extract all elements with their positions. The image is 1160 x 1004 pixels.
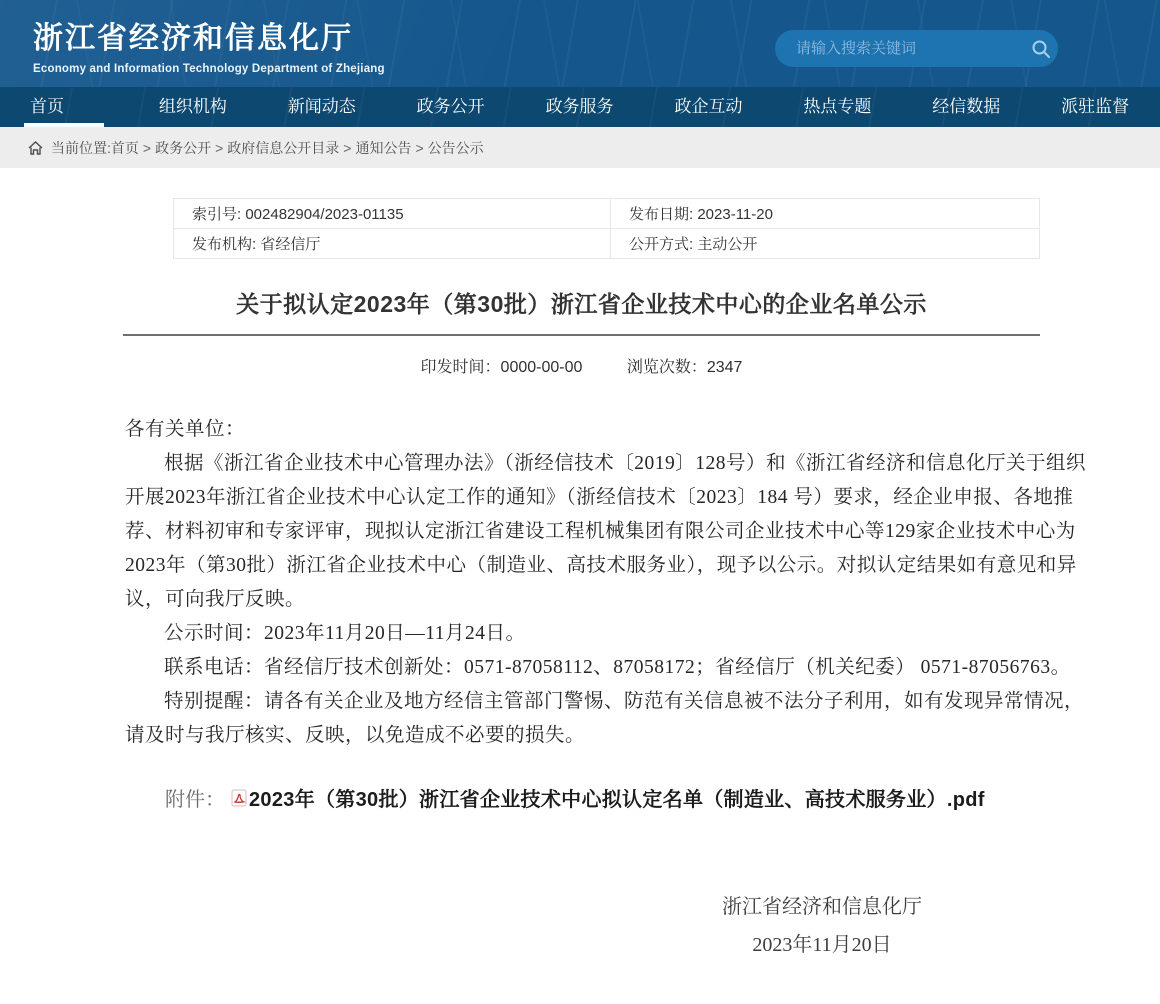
signature-org: 浙江省经济和信息化厅 (722, 896, 922, 918)
nav-item-label: 政企互动 (674, 97, 743, 116)
meta-cell-publish-date (611, 199, 1040, 229)
main-nav (0, 87, 1160, 127)
nav-item-supervision[interactable] (1031, 87, 1160, 127)
signature-inner (722, 888, 922, 964)
meta-value: 主动公开 (697, 236, 758, 253)
site-subtitle: Economy and Information Technology Department of Zhejiang (33, 63, 385, 75)
view-count-label: 浏览次数： (626, 359, 707, 376)
meta-value: 省经信厅 (260, 236, 321, 253)
nav-item-label: 热点专题 (803, 97, 872, 116)
breadcrumb-item-home[interactable]: 首页 (110, 139, 139, 156)
home-icon (28, 141, 43, 155)
nav-item-interaction[interactable] (644, 87, 773, 127)
article-paragraph: 公示时间：2023年11月20日—11月24日。 (164, 623, 526, 644)
signature-date: 2023年11月20日 (752, 934, 892, 956)
meta-cell-index-no (174, 199, 611, 229)
attachment-row (165, 783, 1160, 812)
breadcrumb-separator: > (215, 139, 224, 156)
meta-value: 002482904/2023-01135 (245, 206, 404, 223)
nav-item-label: 政务服务 (545, 97, 614, 116)
meta-label: 公开方式: (629, 236, 694, 253)
attachment-label: 附件： (165, 789, 225, 811)
meta-label: 发布日期: (629, 206, 694, 223)
nav-item-data[interactable] (902, 87, 1031, 127)
nav-item-label: 政务公开 (416, 97, 485, 116)
article-paragraph: 特别提醒：请各有关企业及地方经信主管部门警惕、防范有关信息被不法分子利用，如有发现异常情况，请及时与我厅核实、反映，以免造成不必要的损失。 (125, 691, 1085, 746)
site-logo[interactable] (33, 13, 385, 75)
search-box (775, 30, 1058, 67)
view-count (627, 359, 743, 376)
view-count-value: 2347 (706, 359, 743, 376)
page-title: 关于拟认定2023年（第30批）浙江省企业技术中心的企业名单公示 (236, 291, 927, 317)
meta-label: 索引号: (192, 206, 242, 223)
article-paragraph: 各有关单位： (125, 419, 246, 440)
nav-item-home[interactable] (0, 87, 129, 127)
article-paragraph: 联系电话：省经信厅技术创新处：0571-87058112、87058172；省经信厅（机关纪委） 0571-87056763。 (164, 657, 1071, 678)
nav-item-organization[interactable] (129, 87, 258, 127)
breadcrumb-item-announcements[interactable]: 公告公示 (427, 139, 484, 156)
search-icon[interactable] (1024, 30, 1058, 67)
nav-item-label: 首页 (30, 97, 64, 116)
nav-item-label: 新闻动态 (287, 97, 356, 116)
doc-meta-line (123, 354, 1040, 377)
signature-block (0, 888, 1160, 964)
nav-item-label: 派驻监督 (1061, 97, 1130, 116)
nav-item-gov-disclosure[interactable] (387, 87, 516, 127)
print-time-value: 0000-00-00 (500, 359, 583, 376)
print-time-label: 印发时间： (420, 359, 501, 376)
breadcrumb-prefix: 当前位置: (51, 139, 111, 156)
nav-item-gov-services[interactable] (516, 87, 645, 127)
breadcrumb-item-disclosure[interactable]: 政务公开 (155, 139, 212, 156)
print-time (421, 359, 583, 376)
page-content (0, 168, 1160, 1004)
site-title: 浙江省经济和信息化厅 (33, 22, 353, 55)
nav-item-label: 组织机构 (158, 97, 227, 116)
breadcrumb-separator: > (343, 139, 352, 156)
breadcrumb-separator: > (142, 139, 152, 156)
meta-cell-disclosure-mode (611, 229, 1040, 259)
search-input[interactable] (775, 40, 1024, 57)
attachment-link[interactable]: 2023年（第30批）浙江省企业技术中心拟认定名单（制造业、高技术服务业）.pdf (249, 789, 985, 811)
nav-item-news[interactable] (258, 87, 387, 127)
active-tab-underline (24, 123, 104, 127)
title-divider (123, 334, 1040, 336)
meta-label: 发布机构: (192, 236, 257, 253)
meta-cell-publisher (174, 229, 611, 259)
pdf-icon (231, 789, 247, 807)
nav-item-label: 经信数据 (932, 97, 1001, 116)
nav-item-hot-topics[interactable] (773, 87, 902, 127)
doc-meta-table (173, 198, 1040, 259)
breadcrumb-item-notices[interactable]: 通知公告 (355, 139, 412, 156)
article-paragraph: 根据《浙江省企业技术中心管理办法》（浙经信技术〔2019〕128号）和《浙江省经济和信息化厅关于组织开展2023年浙江省企业技术中心认定工作的通知》（浙经信技术〔2023〕184 号）要求，经企业申报、各地推荐、材料初审和专家评审，现拟认定浙江省建设工程机械集团有限公司企业技术中心等129家企业技术中心为2023年（第30批）浙江省企业技术中心（制造业、高技术服务业），现予以公示。对拟认定结果如有意见和异议，可向我厅反映。 (125, 453, 1087, 610)
table-row (174, 199, 1040, 229)
table-row (174, 229, 1040, 259)
meta-value: 2023-11-20 (697, 206, 773, 223)
breadcrumb-item-catalog[interactable]: 政府信息公开目录 (227, 139, 340, 156)
breadcrumb (0, 127, 1160, 168)
breadcrumb-separator: > (415, 139, 424, 156)
site-header (0, 0, 1160, 87)
article-body (125, 413, 1097, 753)
